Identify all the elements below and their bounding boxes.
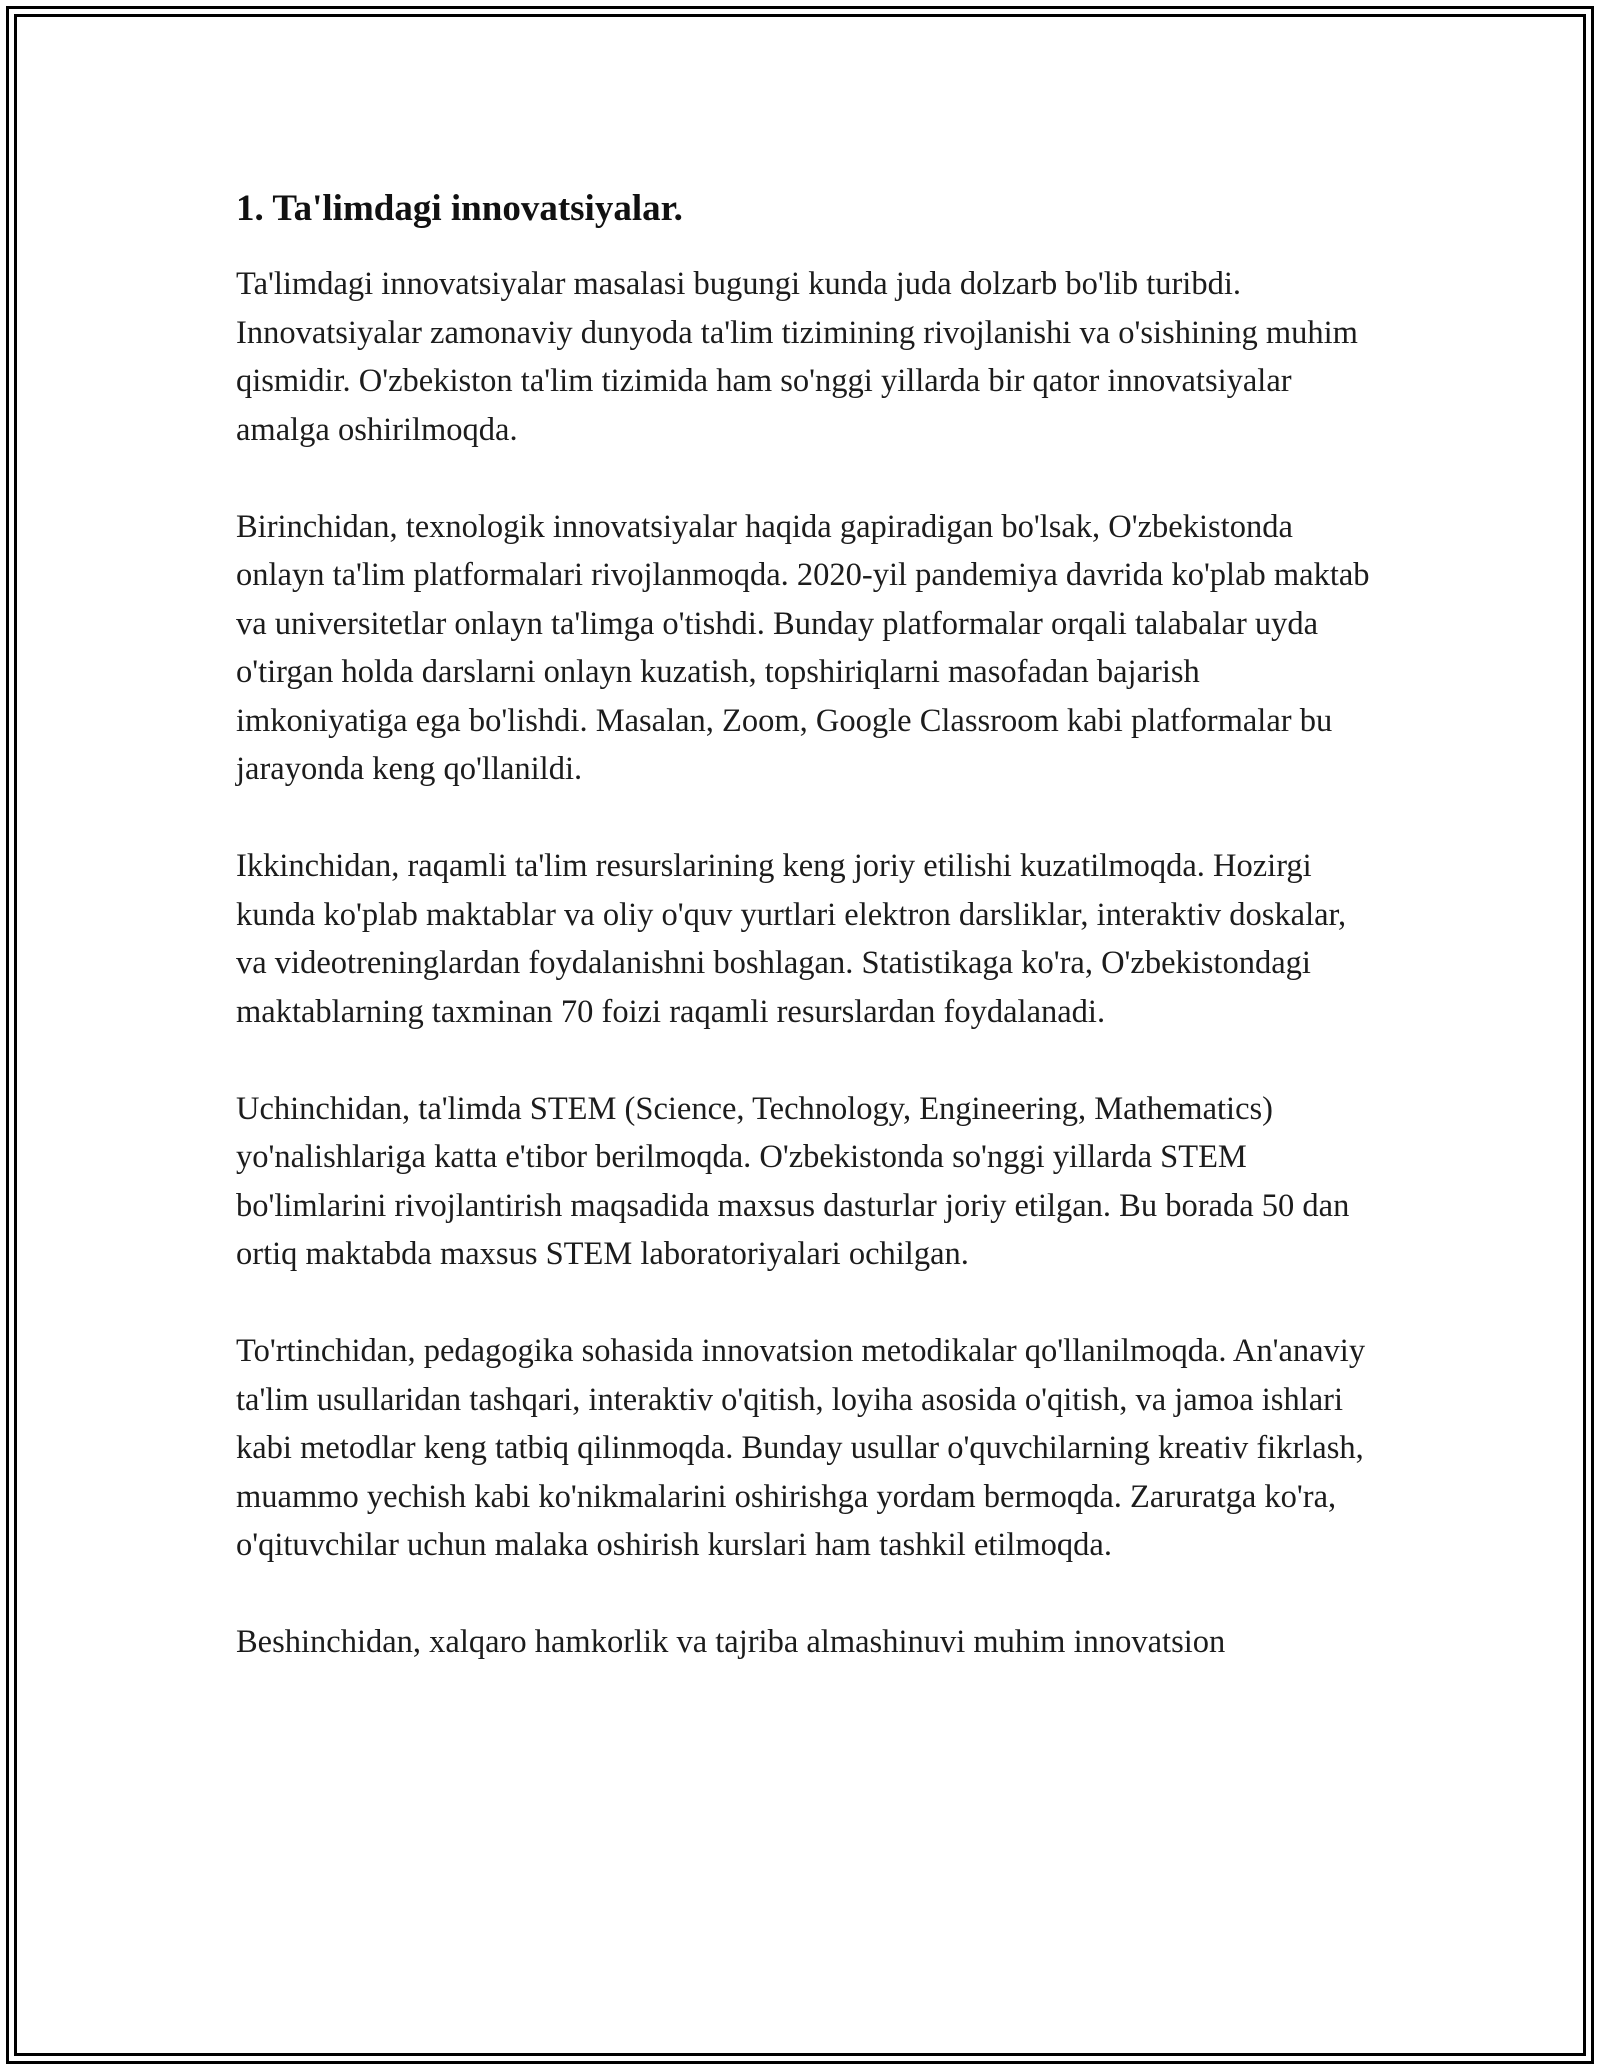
paragraph-intro: Ta'limdagi innovatsiyalar masalasi bugungi kunda juda dolzarb bo'lib turibdi. Innovatsiyalar zamonaviy dunyoda ta'lim tizimining rivojlanishi va o'sishining muhim qismidir. O'zbekiston ta'lim tizimida ham so'nggi yillarda bir qator innovatsiyalar amalga oshirilmoqda.: [236, 266, 1358, 448]
paragraph-fifth: Beshinchidan, xalqaro hamkorlik va tajriba almashinuvi muhim innovatsion: [236, 1624, 1226, 1660]
document-body: [236, 186, 1376, 1715]
paragraph-third: Uchinchidan, ta'limda STEM (Science, Technology, Engineering, Mathematics) yo'nalishlariga katta e'tibor berilmoqda. O'zbekistonda so'nggi yillarda STEM bo'limlarini rivojlantirish maqsadida maxsus dasturlar joriy etilgan. Bu borada 50 dan ortiq maktabda maxsus STEM laboratoriyalari ochilgan.: [236, 1090, 1350, 1272]
paragraph-fourth: To'rtinchidan, pedagogika sohasida innovatsion metodikalar qo'llanilmoqda. An'anaviy ta'lim usullaridan tashqari, interaktiv o'qitish, loyiha asosida o'qitish, va jamoa ishlari kabi metodlar keng tatbiq qilinmoqda. Bunday usullar o'quvchilarning kreativ fikrlash, muammo yechish kabi ko'nikmalarini oshirishga yordam bermoqda. Zaruratga ko'ra, o'qituvchilar uchun malaka oshirish kurslari ham tashkil etilmoqda.: [236, 1333, 1366, 1563]
paragraph-first: Birinchidan, texnologik innovatsiyalar haqida gapiradigan bo'lsak, O'zbekistonda onlayn ta'lim platformalari rivojlanmoqda. 2020-yil pandemiya davrida ko'plab maktab va universitetlar onlayn ta'limga o'tishdi. Bunday platformalar orqali talabalar uyda o'tirgan holda darslarni onlayn kuzatish, topshiriqlarni masofadan bajarish imkoniyatiga ega bo'lishdi. Masalan, Zoom, Google Classroom kabi platformalar bu jarayonda keng qo'llanildi.: [236, 508, 1370, 787]
section-heading: 1. Ta'limdagi innovatsiyalar.: [236, 188, 683, 229]
paragraph-second: Ikkinchidan, raqamli ta'lim resurslarining keng joriy etilishi kuzatilmoqda. Hozirgi kunda ko'plab maktablar va oliy o'quv yurtlari elektron darsliklar, interaktiv doskalar, va videotreninglardan foydalanishni boshlagan. Statistikaga ko'ra, O'zbekistondagi maktablarning taxminan 70 foizi raqamli resurslardan foydalanadi.: [236, 848, 1347, 1030]
